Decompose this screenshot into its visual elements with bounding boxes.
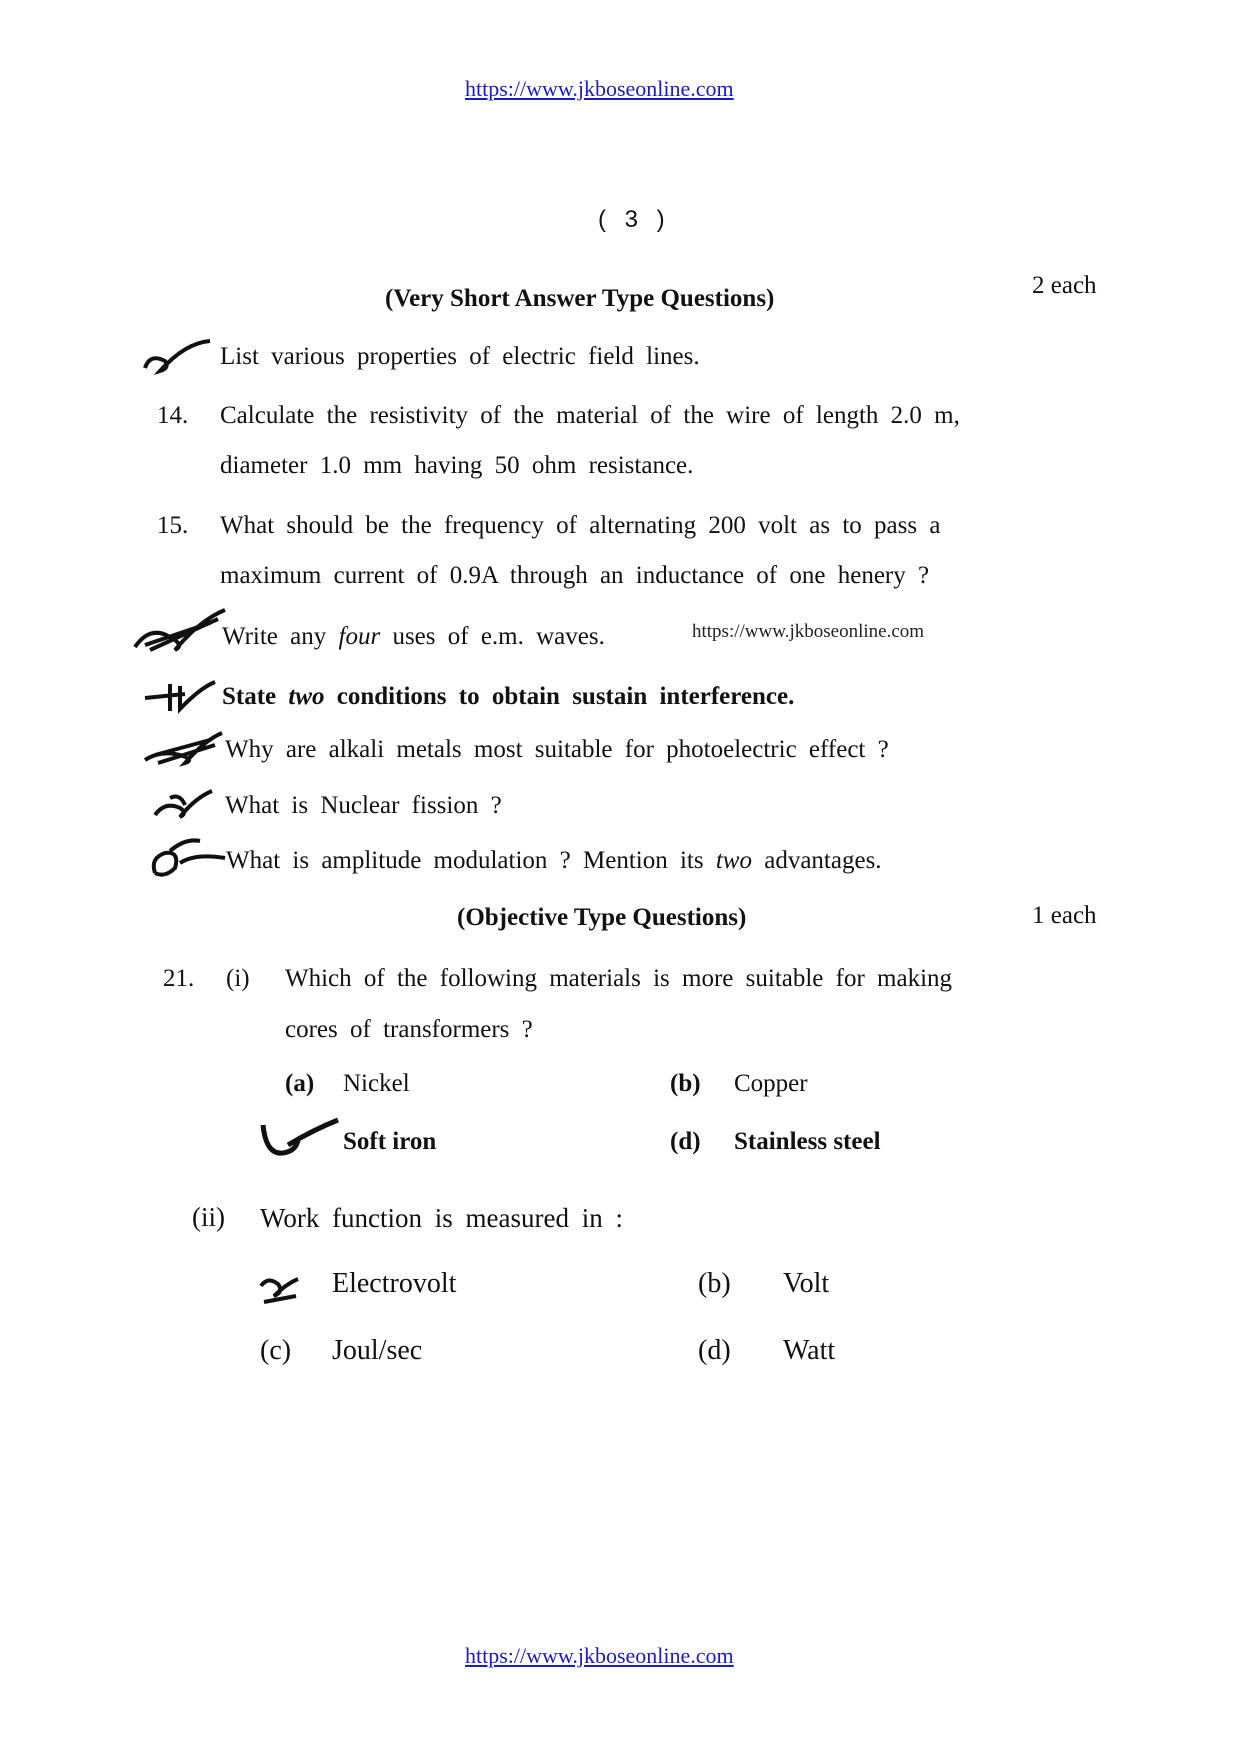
question-17-post: conditions to obtain sustain interference. xyxy=(324,683,795,710)
option-b xyxy=(670,1070,808,1098)
tick-mark-icon xyxy=(150,783,220,823)
question-number: 14. xyxy=(157,402,189,429)
option-label: (b) xyxy=(698,1268,731,1299)
question-20-text xyxy=(226,844,882,878)
option-b xyxy=(698,1268,829,1300)
question-14-line1: Calculate the resistivity of the material of the wire of length 2.0 m, xyxy=(220,402,960,429)
question-21i-line2: cores of transformers ? xyxy=(285,1016,533,1043)
footer-link[interactable]: https://www.jkboseonline.com xyxy=(465,1643,734,1668)
tick-mark-icon xyxy=(130,605,230,655)
option-d xyxy=(670,1128,881,1156)
option-text: Soft iron xyxy=(343,1128,437,1155)
option-a xyxy=(260,1268,456,1300)
question-13-text: List various properties of electric field lines. xyxy=(220,343,700,370)
option-d xyxy=(698,1335,835,1367)
option-label: (d) xyxy=(670,1128,701,1155)
option-label: (c) xyxy=(260,1335,292,1366)
section-b-heading: (Objective Type Questions) xyxy=(457,904,747,931)
tick-mark-icon xyxy=(140,333,215,378)
question-20-em: two xyxy=(715,847,752,874)
option-label: (b) xyxy=(670,1070,701,1097)
question-17-em: two xyxy=(288,683,325,710)
section-a-heading: (Very Short Answer Type Questions) xyxy=(385,285,775,312)
question-21ii-text: Work function is measured in : xyxy=(260,1203,624,1233)
part-label: (ii) xyxy=(192,1202,225,1232)
option-text: Joul/sec xyxy=(332,1335,423,1366)
option-text: Volt xyxy=(783,1268,830,1299)
option-c xyxy=(285,1128,436,1156)
question-19-text: What is Nuclear fission ? xyxy=(225,792,502,819)
tick-mark-icon xyxy=(140,725,225,770)
header-link[interactable]: https://www.jkboseonline.com xyxy=(465,76,734,101)
tick-mark-icon xyxy=(140,676,220,716)
question-20-pre: What is amplitude modulation ? Mention its xyxy=(226,847,716,874)
option-label: (d) xyxy=(698,1335,731,1366)
section-a-marks: 2 each xyxy=(1032,272,1097,299)
question-16-pre: Write any xyxy=(222,623,339,650)
option-label: (a) xyxy=(285,1070,315,1097)
option-a xyxy=(285,1070,410,1098)
question-16-em: four xyxy=(338,623,381,650)
option-text: Nickel xyxy=(343,1070,410,1097)
question-18-text: Why are alkali metals most suitable for photoelectric effect ? xyxy=(225,736,889,763)
question-21i-line1: Which of the following materials is more suitable for making xyxy=(285,965,953,992)
inline-watermark-link[interactable]: https://www.jkboseonline.com xyxy=(692,621,925,642)
question-number: 21. xyxy=(163,965,195,992)
option-text: Electrovolt xyxy=(332,1268,457,1299)
page-number: ( 3 ) xyxy=(598,206,671,233)
option-text: Stainless steel xyxy=(734,1128,881,1155)
question-20-post: advantages. xyxy=(751,847,882,874)
section-b-marks: 1 each xyxy=(1032,902,1097,929)
question-number: 15. xyxy=(157,512,189,539)
question-15-line2: maximum current of 0.9A through an inductance of one henery ? xyxy=(220,562,930,589)
part-label: (i) xyxy=(226,965,250,992)
option-text: Copper xyxy=(734,1070,808,1097)
question-16-text xyxy=(222,620,605,654)
question-17-text xyxy=(222,680,794,714)
question-16-post: uses of e.m. waves. xyxy=(380,623,605,650)
option-c xyxy=(260,1335,422,1367)
tick-mark-icon xyxy=(145,833,230,883)
question-17-pre: State xyxy=(222,683,289,710)
option-text: Watt xyxy=(783,1335,836,1366)
question-14-line2: diameter 1.0 mm having 50 ohm resistance. xyxy=(220,452,694,479)
question-15-line1: What should be the frequency of alternating 200 volt as to pass a xyxy=(220,512,941,539)
